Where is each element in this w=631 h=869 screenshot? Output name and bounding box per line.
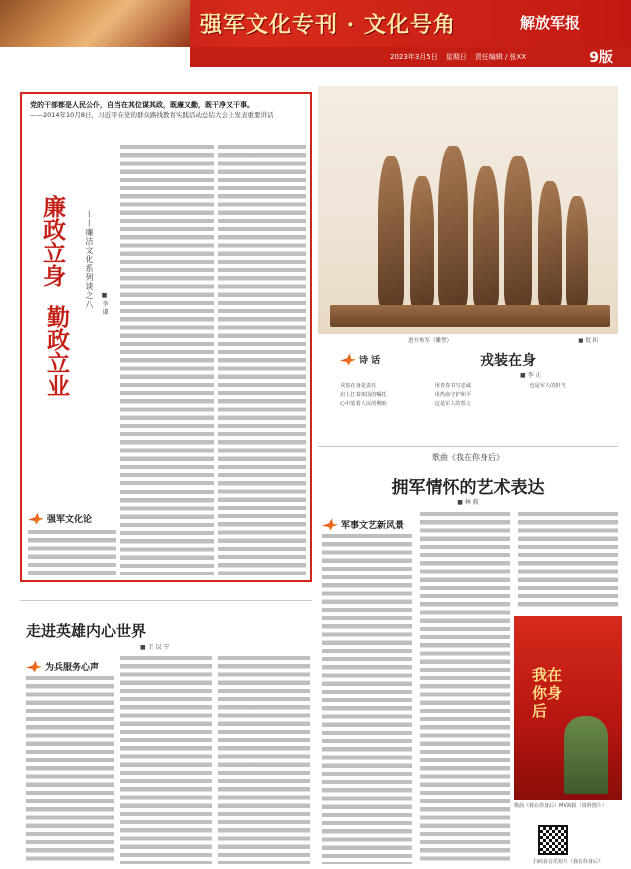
poster-caption: 歌曲《我在你身后》MV海报（资料图片） [514, 803, 607, 809]
hero-body-col-2 [120, 656, 212, 864]
statue-figure [473, 166, 499, 306]
quote-source: ——2014年10月8日，习近平在党的群众路线教育实践活动总结大会上发表重要讲话 [30, 111, 274, 119]
poem-line: 这是军人的誓言 [434, 401, 471, 407]
song-tag-label: 军事文艺新风景 [341, 521, 405, 531]
statue-figure [410, 176, 434, 306]
poster-text [532, 666, 562, 720]
poster-text-line: 你身 [532, 684, 563, 702]
feature-title-b: 勤政立业 [43, 305, 70, 397]
statue-base [330, 305, 610, 327]
hero-tag-label: 为兵服务心声 [45, 663, 100, 673]
hero-tag [26, 660, 99, 673]
poem-line: 用热血守护和平 [434, 392, 471, 398]
review-tag [28, 512, 92, 525]
statue-figure [538, 181, 562, 306]
feature-series: ——廉洁文化系列谈之八 [85, 210, 94, 309]
poster-text-line: 我在 [532, 666, 563, 684]
song-kicker: 歌曲《我在你身后》 [432, 453, 504, 462]
poem-line: 心中装着人民的期盼 [340, 401, 387, 407]
page-number: 9版 [589, 50, 613, 66]
statue-figure [438, 146, 468, 306]
divider [20, 600, 312, 601]
paper-logo: 解放军报 [520, 14, 581, 32]
song-author: ■ 林 筱 [457, 499, 479, 506]
song-title: 拥军情怀的艺术表达 [391, 478, 545, 498]
poem-line: 也是军人的担当 [529, 383, 566, 389]
great-wall-image [0, 0, 190, 47]
poem-line: 用青春书写忠诚 [434, 383, 471, 389]
song-body-col-3 [518, 512, 618, 610]
quote-lead: 党的干部都是人民公仆，自当在其位谋其政，既廉又勤，既干净又干事。 [30, 101, 254, 109]
poem-tag-label: 诗 话 [359, 356, 381, 366]
poem-author: ■ 李 正 [520, 372, 542, 379]
song-body-col-2 [420, 512, 510, 864]
page-title: 强军文化专刊 · 文化号角 [200, 12, 456, 38]
hero-body-col-3 [218, 656, 310, 864]
weekday-text: 星期日 [445, 53, 467, 61]
feature-body-col-2 [218, 145, 306, 575]
info-bar [190, 47, 631, 67]
poster-text-line: 后 [532, 702, 548, 720]
star-icon [340, 354, 356, 366]
review-body [28, 530, 116, 575]
review-tag-label: 强军文化论 [47, 515, 93, 525]
divider [318, 446, 618, 447]
feature-body-col-1 [120, 145, 214, 485]
feature-quote [30, 100, 304, 120]
star-icon [322, 519, 338, 531]
star-icon [28, 513, 44, 525]
date-text: 2023年3月5日 [390, 53, 438, 61]
photo-caption [318, 336, 618, 344]
qr-caption: 扫码看音乐短片《我在你身后》 [532, 859, 603, 865]
feature-author: ■ 李 谦 [101, 292, 108, 315]
feature-body-col-3 [120, 490, 214, 575]
statue-figure [504, 156, 532, 306]
star-icon [26, 661, 42, 673]
feature-title-a: 廉政立身 [39, 195, 66, 287]
sculpture-photo [318, 86, 618, 334]
hero-author: ■ 王 以 宁 [140, 644, 170, 651]
hero-body-col-1 [26, 676, 114, 864]
poem-body [340, 382, 610, 442]
song-poster [514, 616, 622, 800]
song-body-col-1 [322, 534, 412, 864]
photo-caption-credit: ■ 倪 拓 [578, 338, 598, 344]
qr-code[interactable] [538, 825, 568, 855]
editor-text: 责任编辑 / 张XX [474, 53, 527, 61]
statue-figure [566, 196, 588, 306]
soldier-figure [564, 716, 608, 794]
photo-caption-title: 进开参军（雕塑） [408, 338, 453, 344]
poem-tag [340, 353, 380, 366]
hero-title: 走进英雄内心世界 [26, 622, 147, 640]
poem-title: 戎装在身 [480, 353, 536, 369]
masthead-banner [0, 0, 631, 47]
song-tag [322, 518, 404, 531]
statue-figure [378, 156, 404, 306]
poem-line: 肩上扛着祖国的嘱托 [340, 392, 387, 398]
poem-line: 戎装在身是责任 [340, 383, 377, 389]
